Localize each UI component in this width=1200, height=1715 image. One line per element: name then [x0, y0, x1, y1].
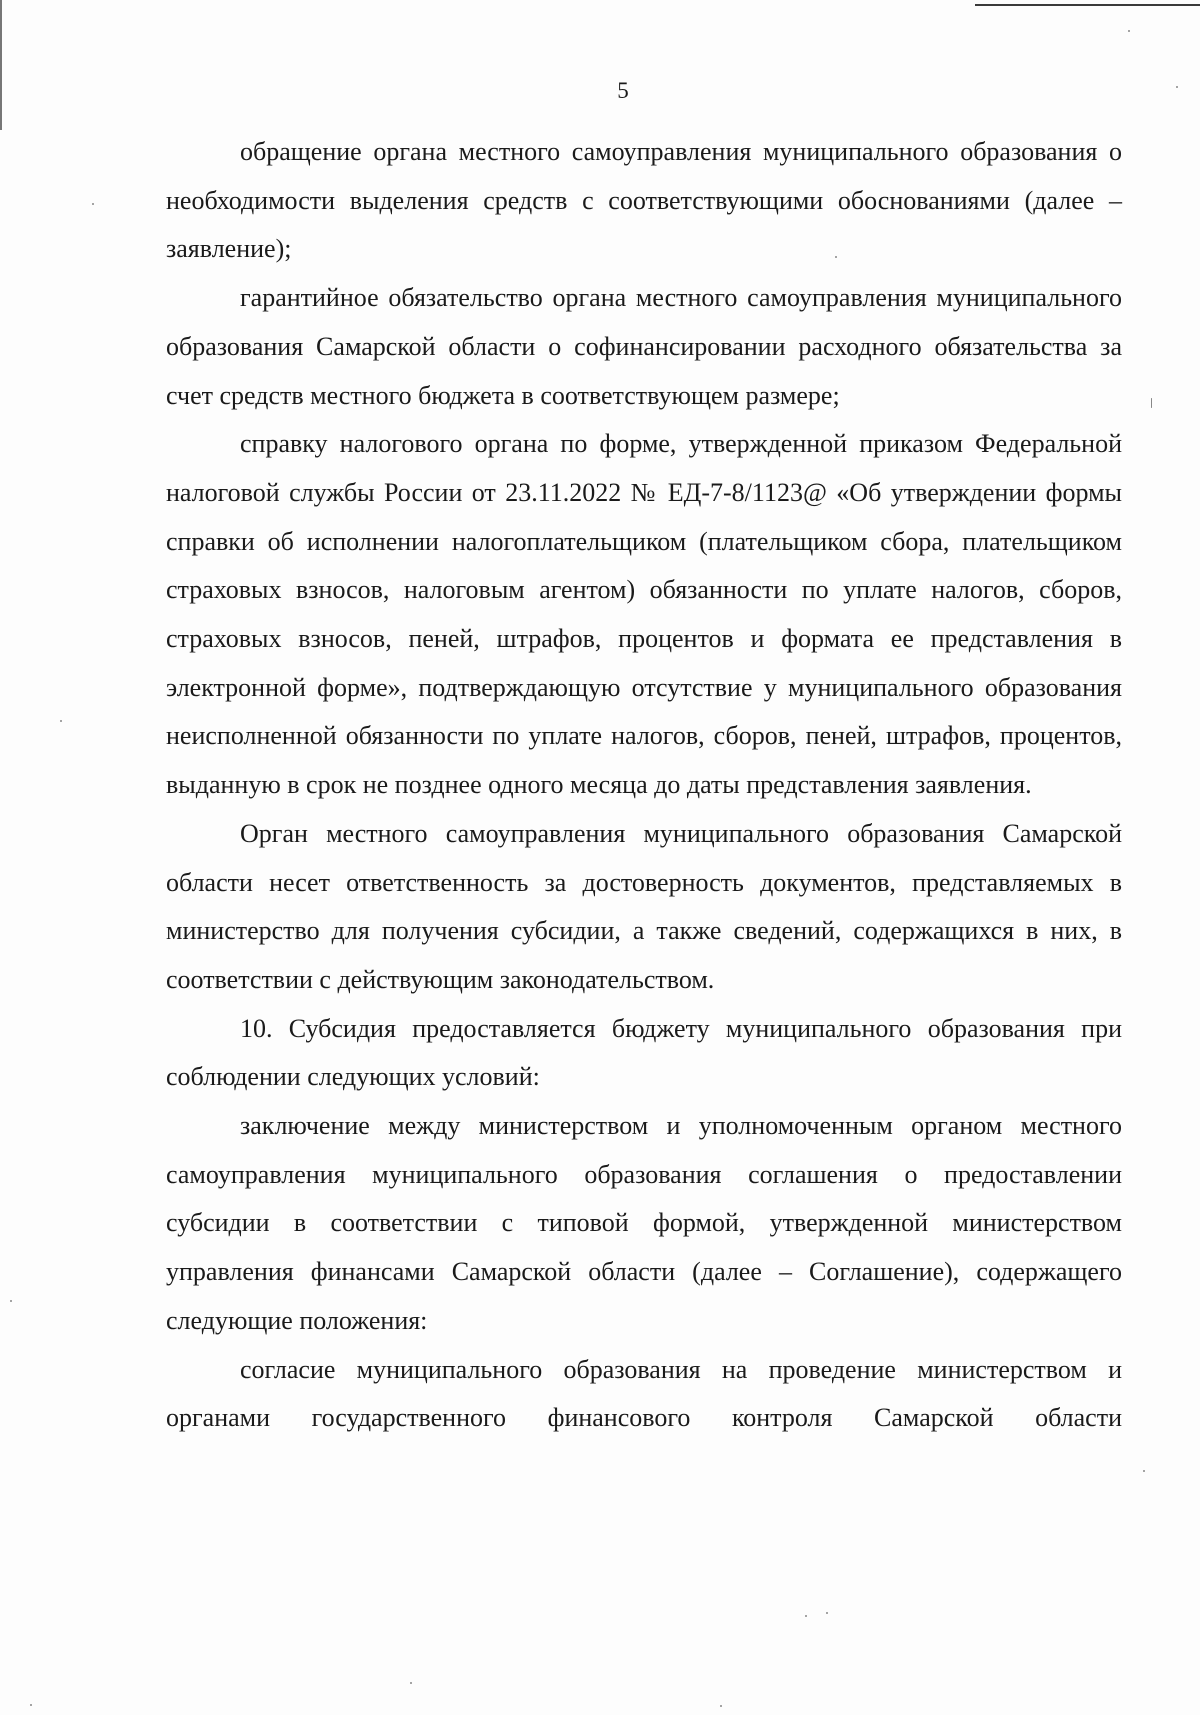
scan-speck	[835, 256, 837, 258]
document-body	[166, 128, 1122, 1443]
paragraph-responsibility: Орган местного самоуправления муниципального образования Самарской области несет ответственность за достоверность документов, представляемых в министерство для получения субсидии, а также сведений, содержащихся в них, в соответствии с действующим законодательством.	[166, 818, 1122, 994]
paragraph-consent: согласие муниципального образования на проведение министерством и органами государственного финансового контроля Самарской области	[166, 1354, 1122, 1433]
paragraph-application: обращение органа местного самоуправления муниципального образования о необходимости выделения средств с соответствующими обоснованиями (далее – заявление);	[166, 137, 1122, 264]
paragraph-tax-certificate: справку налогового органа по форме, утвержденной приказом Федеральной налоговой службы России от 23.11.2022 № ЕД-7-8/1123@ «Об утверждении формы справки об исполнении налогоплательщиком (плательщиком сбора, плательщиком страховых взносов, налоговым агентом) обязанности по уплате налогов, сборов, страховых взносов, пеней, штрафов, процентов и формата ее представления в электронной форме», подтверждающую отсутствие у муниципального образования неисполненной обязанности по уплате налогов, сборов, пеней, штрафов, процентов, выданную в срок не позднее одного месяца до даты представления заявления.	[166, 429, 1122, 800]
paragraph-agreement: заключение между министерством и уполномоченным органом местного самоуправления муниципального образования соглашения о предоставлении субсидии в соответствии с типовой формой, утвержденной министерством управления финансами Самарской области (далее – Соглашение), содержащего следующие положения:	[166, 1111, 1122, 1335]
scan-edge-line	[975, 4, 1200, 6]
scan-speck	[720, 1705, 722, 1707]
scan-speck	[1128, 30, 1130, 32]
scan-speck	[92, 203, 94, 205]
paragraph-guarantee-obligation: гарантийное обязательство органа местного самоуправления муниципального образования Самарской области о софинансировании расходного обязательства за счет средств местного бюджета в соответствующем размере;	[166, 283, 1122, 410]
scan-speck	[410, 1682, 412, 1684]
scan-speck	[805, 1615, 807, 1617]
scan-speck	[1143, 1470, 1145, 1472]
scan-speck	[1176, 86, 1178, 88]
scan-speck	[1151, 398, 1152, 408]
scan-speck	[10, 1300, 12, 1302]
paragraph-item-10: 10. Субсидия предоставляется бюджету муниципального образования при соблюдении следующих условий:	[166, 1013, 1122, 1092]
scan-speck	[60, 720, 62, 722]
scan-speck	[30, 1704, 32, 1706]
page-number: 5	[617, 78, 629, 103]
scan-left-edge	[0, 0, 2, 130]
scan-speck	[826, 1612, 828, 1614]
